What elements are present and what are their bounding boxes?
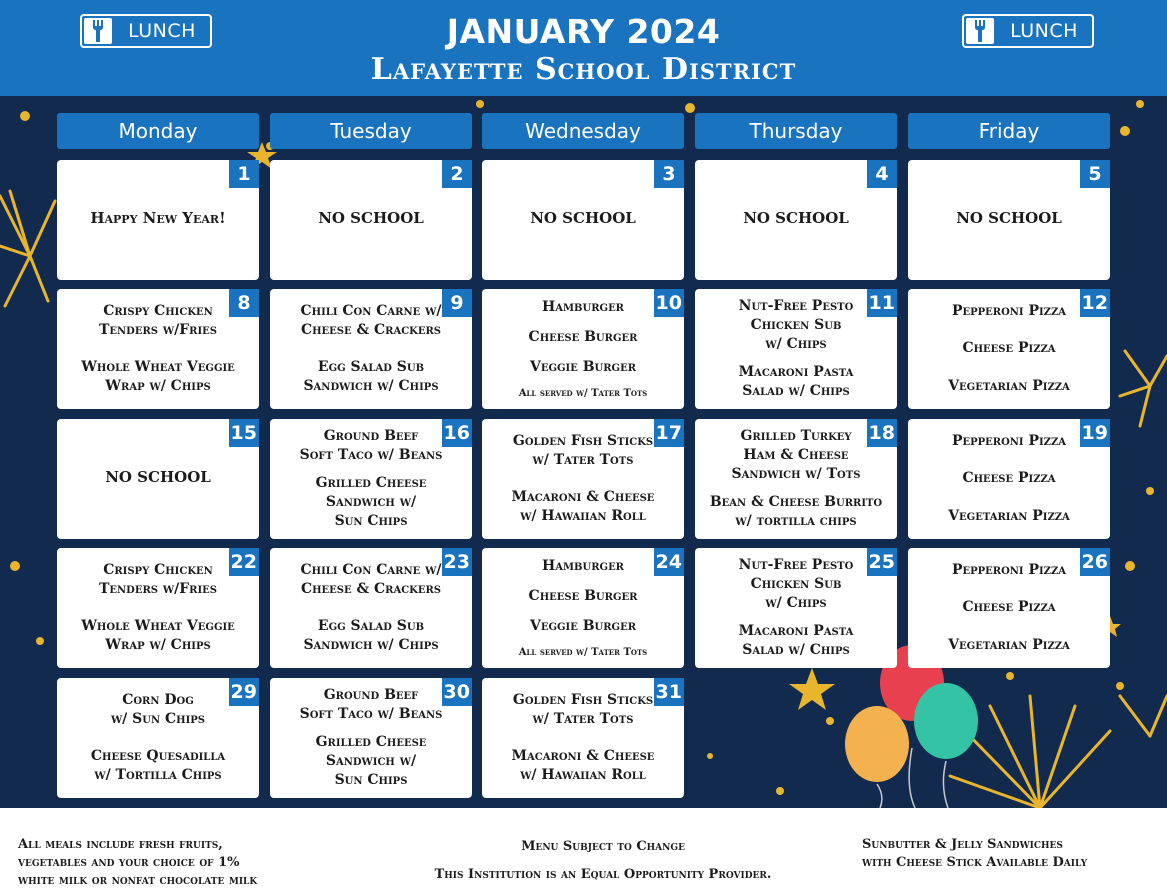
footer-sunbutter-note: Sunbutter & Jelly Sandwiches with Cheese Stick Available Daily [862,837,1088,870]
menu-item: NO SCHOOL [318,208,424,227]
menu-item: Cheese Pizza [962,599,1056,616]
date-number: 1 [229,160,259,188]
menu-item: NO SCHOOL [105,467,211,486]
day-cell [695,419,897,539]
date-number: 29 [229,678,259,706]
day-header-thursday: Thursday [695,113,897,149]
menu-item: Veggie Burger [529,617,637,634]
day-header-monday: Monday [57,113,259,149]
date-number: 23 [442,548,472,576]
balloons-icon [845,645,978,808]
menu-item: Hamburger [541,299,624,316]
day-cell [482,289,684,409]
menu-note: All served w/ Tater Tots [518,646,648,658]
menu-item: Vegetarian Pizza [948,507,1070,524]
menu-item: Pepperoni Pizza [951,303,1067,320]
menu-item: Bean & Cheese Burrito w/ tortilla chips [709,493,883,529]
day-cell [270,548,472,668]
menu-item: Grilled Cheese Sandwich w/ Sun Chips [315,733,427,788]
date-number: 16 [442,419,472,447]
menu-item: Crispy Chicken Tenders w/Fries [99,303,217,338]
menu-item: Hamburger [541,558,624,575]
date-number: 26 [1080,548,1110,576]
menu-item: Whole Wheat Veggie Wrap w/ Chips [81,359,235,394]
menu-item: Pepperoni Pizza [951,433,1067,450]
footer-menu-change: Menu Subject to Change [521,839,685,854]
footer [0,808,1167,890]
menu-item: Chili Con Carne w/ Cheese & Crackers [300,562,442,597]
day-cell [695,289,897,409]
menu-item: Crispy Chicken Tenders w/Fries [99,562,217,597]
date-number: 11 [867,289,897,317]
date-number: 8 [229,289,259,317]
day-cell [908,419,1110,539]
day-cell [270,678,472,798]
day-cell [908,160,1110,280]
day-cell [482,548,684,668]
menu-item: Whole Wheat Veggie Wrap w/ Chips [81,618,235,653]
menu-item: Macaroni & Cheese w/ Hawaiian Roll [511,489,655,524]
day-cell [57,289,259,409]
date-number: 31 [654,678,684,706]
day-cell [482,160,684,280]
menu-item: Nut-Free Pesto Chicken Sub w/ Chips [738,557,854,612]
menu-item: NO SCHOOL [530,208,636,227]
date-number: 2 [442,160,472,188]
menu-item: Egg Salad Sub Sandwich w/ Chips [303,618,439,653]
day-cell [270,289,472,409]
date-number: 22 [229,548,259,576]
day-cell [270,160,472,280]
day-cell [57,419,259,539]
day-header-tuesday: Tuesday [270,113,472,149]
firework-right-bottom [950,696,1167,808]
menu-item: Vegetarian Pizza [948,636,1070,653]
menu-item: NO SCHOOL [956,208,1062,227]
lunch-badge-label: LUNCH [128,20,196,42]
menu-item: Cheese Pizza [962,340,1056,357]
date-number: 5 [1080,160,1110,188]
date-number: 12 [1080,289,1110,317]
menu-item: Cheese Quesadilla w/ Tortilla Chips [90,748,226,783]
day-cell [908,548,1110,668]
date-number: 25 [867,548,897,576]
menu-item: Vegetarian Pizza [948,377,1070,394]
footer-milk-note: All meals include fresh fruits, vegetables and your choice of 1% white milk or nonfat chocolate milk [18,837,258,888]
menu-item: Golden Fish Sticks w/ Tater Tots [512,692,654,727]
date-number: 24 [654,548,684,576]
menu-item: Golden Fish Sticks w/ Tater Tots [512,433,654,468]
date-number: 9 [442,289,472,317]
menu-item: Cheese Pizza [962,470,1056,487]
day-cell [482,419,684,539]
header-banner [0,0,1167,96]
menu-item: Macaroni & Cheese w/ Hawaiian Roll [511,748,655,783]
day-cell [57,678,259,798]
menu-item: Ground Beef Soft Taco w/ Beans [299,687,443,723]
menu-item: Ground Beef Soft Taco w/ Beans [299,428,443,464]
date-number: 19 [1080,419,1110,447]
menu-note: All served w/ Tater Tots [518,387,648,399]
menu-item: Egg Salad Sub Sandwich w/ Chips [303,359,439,394]
menu-item: Grilled Turkey Ham & Cheese Sandwich w/ Tots [731,428,861,483]
menu-item: Happy New Year! [90,208,226,227]
menu-item: Corn Dog w/ Sun Chips [110,692,206,727]
date-number: 30 [442,678,472,706]
calendar-board [0,96,1167,808]
menu-item: Chili Con Carne w/ Cheese & Crackers [300,303,442,338]
day-cell [270,419,472,539]
day-cell [482,678,684,798]
day-cell [695,548,897,668]
day-header-friday: Friday [908,113,1110,149]
menu-item: Macaroni Pasta Salad w/ Chips [738,622,854,658]
menu-item: Pepperoni Pizza [951,562,1067,579]
day-cell [695,160,897,280]
date-number: 10 [654,289,684,317]
page-title: JANUARY 2024 [446,12,721,51]
date-number: 4 [867,160,897,188]
firework-left [0,191,55,306]
day-cell [908,289,1110,409]
day-header-wednesday: Wednesday [482,113,684,149]
lunch-badge-label: LUNCH [1010,20,1078,42]
footer-equal-opportunity: This Institution is an Equal Opportunity Provider. [434,867,772,882]
date-number: 15 [229,419,259,447]
menu-item: Macaroni Pasta Salad w/ Chips [738,363,854,399]
day-cell [57,548,259,668]
day-cell [57,160,259,280]
date-number: 18 [867,419,897,447]
menu-item: Nut-Free Pesto Chicken Sub w/ Chips [738,298,854,353]
date-number: 17 [654,419,684,447]
menu-item: Grilled Cheese Sandwich w/ Sun Chips [315,474,427,529]
district-name: Lafayette School District [370,52,797,87]
menu-item: NO SCHOOL [743,208,849,227]
date-number: 3 [654,160,684,188]
firework-right-top [1120,351,1167,426]
menu-item: Veggie Burger [529,358,637,375]
menu-item: Cheese Burger [528,588,638,605]
menu-item: Cheese Burger [528,329,638,346]
